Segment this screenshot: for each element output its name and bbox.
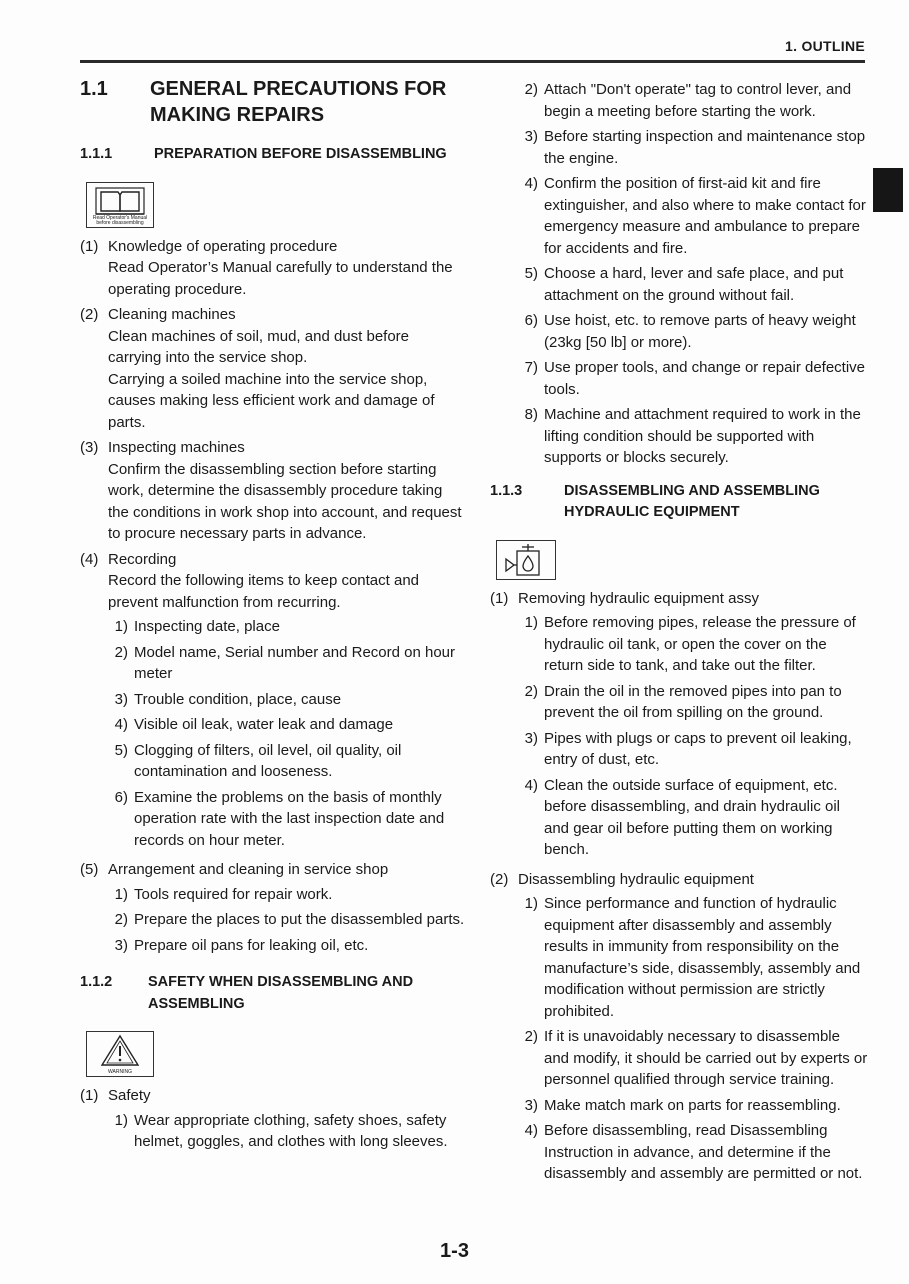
- subsection-title: PREPARATION BEFORE DISASSEMBLING: [154, 146, 447, 162]
- sub-item: [518, 775, 868, 861]
- subsection-number: 1.1.3: [490, 482, 523, 499]
- sub-item: [518, 263, 868, 306]
- subsection-number: 1.1.2: [80, 974, 113, 990]
- sub-text: Drain the oil in the removed pipes into pan to prevent the oil from spilling on the ground.: [544, 682, 842, 721]
- sub-label: 6): [114, 788, 128, 806]
- sub-label: 5): [524, 265, 538, 282]
- item-title: Inspecting machines: [108, 439, 245, 456]
- sub-label: 1): [114, 1111, 128, 1129]
- sub-item: [108, 935, 465, 957]
- list-item: [80, 236, 465, 301]
- read-manual-icon: [86, 182, 154, 228]
- sub-text: Visible oil leak, water leak and damage: [134, 716, 394, 733]
- subsection-number: 1.1.1: [80, 146, 113, 162]
- item-text: Record the following items to keep contact and prevent malfunction from recurring.: [108, 572, 420, 611]
- sub-text: Prepare the places to put the disassembled parts.: [134, 911, 465, 928]
- sub-text: Model name, Serial number and Record on hour meter: [134, 643, 456, 682]
- sub-text: Use proper tools, and change or repair defective tools.: [544, 359, 866, 398]
- sub-item: [108, 714, 465, 736]
- item-label: (3): [80, 439, 99, 456]
- sub-label: 3): [524, 729, 538, 747]
- subsection-title: DISASSEMBLING AND ASSEMBLING HYDRAULIC EQUIPMENT: [564, 482, 820, 520]
- item-text: Clean machines of soil, mud, and dust before carrying into the service shop.: [108, 327, 410, 366]
- sub-item: [108, 909, 465, 931]
- sub-text: Machine and attachment required to work in the lifting condition should be supported with supports or blocks securely.: [544, 406, 861, 466]
- warning-icon: [86, 1031, 154, 1077]
- sub-item: [108, 787, 465, 852]
- sub-text: Clogging of filters, oil level, oil quality, oil contamination and looseness.: [134, 741, 402, 780]
- sub-text: Before starting inspection and maintenance stop the engine.: [544, 128, 866, 167]
- list-item: [80, 437, 465, 545]
- sub-text: Before removing pipes, release the pressure of hydraulic oil tank, or open the cover on the return side to tank, and take out the filter.: [544, 614, 856, 674]
- sub-item: [108, 884, 465, 906]
- item-title: Recording: [108, 550, 177, 568]
- sub-label: 4): [524, 175, 538, 192]
- chapter-thumb-tab: [873, 168, 903, 212]
- sub-text: If it is unavoidably necessary to disassemble and modify, it should be carried out by experts or personnel qualified through service training.: [544, 1028, 868, 1088]
- sub-text: Before disassembling, read Disassembling Instruction in advance, and determine if the disassembly and assembly are permitted or not.: [544, 1122, 863, 1182]
- right-column: [490, 76, 868, 1193]
- item-text: Carrying a soiled machine into the service shop, causes making less efficient work and damage of parts.: [108, 370, 435, 431]
- item-label: (5): [80, 861, 99, 878]
- item-text: Confirm the disassembling section before starting work, determine the disassembly procedure taking the conditions in work shop into account, and request to procure necessary parts in advance.: [108, 460, 462, 542]
- sub-label: 7): [524, 359, 538, 376]
- sub-item: [108, 642, 465, 685]
- sub-label: 4): [524, 776, 538, 794]
- sub-text: Choose a hard, lever and safe place, and put attachment on the ground without fail.: [544, 265, 844, 304]
- subsection-heading-1-1-3: [490, 481, 868, 524]
- item-label: (2): [80, 306, 99, 323]
- sub-item: [108, 740, 465, 783]
- sub-label: 1): [524, 614, 538, 631]
- sub-label: 4): [524, 1122, 538, 1139]
- sub-label: 3): [524, 1096, 538, 1114]
- list-item: [490, 869, 868, 1189]
- sub-item: [518, 728, 868, 771]
- sub-text: Examine the problems on the basis of monthly operation rate with the last inspection date and records on hour meter.: [134, 788, 445, 849]
- sub-text: Clean the outside surface of equipment, etc. before disassembling, and drain hydraulic oil and gear oil before putting them on working bench.: [544, 776, 841, 858]
- subsection-heading-1-1-2: [80, 972, 465, 1015]
- list-item: [80, 859, 465, 960]
- sub-item: [518, 1120, 868, 1185]
- sub-item: [518, 173, 868, 259]
- sub-item: [518, 1026, 868, 1091]
- sub-label: 3): [524, 128, 538, 145]
- sub-item: [518, 893, 868, 1022]
- list-item: [80, 549, 465, 856]
- sub-text: Prepare oil pans for leaking oil, etc.: [134, 936, 369, 954]
- sub-item: [108, 1110, 465, 1153]
- sub-item: [518, 357, 868, 400]
- sub-item: [518, 1095, 868, 1117]
- item-text: Read Operator’s Manual carefully to understand the operating procedure.: [108, 259, 453, 298]
- section-heading-1-1: [80, 76, 465, 128]
- sub-text: Trouble condition, place, cause: [134, 690, 342, 708]
- sub-item: [518, 79, 868, 122]
- item-label: (1): [490, 589, 509, 607]
- sub-text: Pipes with plugs or caps to prevent oil leaking, entry of dust, etc.: [544, 729, 852, 768]
- sub-label: 2): [114, 643, 128, 661]
- sub-text: Tools required for repair work.: [134, 885, 333, 903]
- sub-item: [108, 689, 465, 711]
- list-item: [80, 304, 465, 433]
- sub-text: Attach "Don't operate" tag to control lever, and begin a meeting before starting the work.: [544, 81, 852, 120]
- sub-label: 4): [114, 716, 128, 733]
- item-title: Arrangement and cleaning in service shop: [108, 861, 389, 878]
- sub-label: 2): [524, 1028, 538, 1045]
- header-rule: [80, 60, 865, 63]
- item-title: Cleaning machines: [108, 306, 236, 323]
- icon-caption: Read Operator's Manual before disassembling: [92, 214, 148, 226]
- item-title: Removing hydraulic equipment assy: [518, 589, 759, 607]
- safety-continued: [518, 79, 868, 469]
- sub-label: 2): [114, 911, 128, 928]
- sub-label: 3): [114, 690, 128, 708]
- item-label: (2): [490, 870, 509, 888]
- item-label: (4): [80, 550, 99, 568]
- sub-label: 1): [114, 885, 128, 903]
- sub-label: 2): [524, 81, 538, 98]
- page-number: 1-3: [440, 1240, 469, 1262]
- item-title: Knowledge of operating procedure: [108, 237, 338, 255]
- sub-item: [108, 616, 465, 638]
- icon-caption: WARNING: [108, 1069, 132, 1075]
- sub-label: 6): [524, 312, 538, 329]
- sub-label: 3): [114, 936, 128, 954]
- sub-label: 2): [524, 682, 538, 700]
- running-header: 1. OUTLINE: [784, 38, 865, 54]
- sub-text: Wear appropriate clothing, safety shoes, safety helmet, goggles, and clothes with long sleeves.: [134, 1111, 448, 1150]
- sub-item: [518, 310, 868, 353]
- subsection-heading-1-1-1: [80, 144, 465, 166]
- sub-item: [518, 126, 868, 169]
- section-title: GENERAL PRECAUTIONS FOR MAKING REPAIRS: [150, 78, 447, 126]
- list-item: [80, 1085, 465, 1157]
- item-title: Safety: [108, 1087, 151, 1104]
- sub-item: [518, 404, 868, 469]
- sub-item: [518, 612, 868, 677]
- sub-text: Use hoist, etc. to remove parts of heavy weight (23kg [50 lb] or more).: [544, 312, 856, 351]
- left-column: [80, 76, 465, 1161]
- sub-text: Make match mark on parts for reassembling.: [544, 1096, 841, 1114]
- sub-label: 1): [114, 618, 128, 635]
- hydraulic-equipment-icon: [496, 540, 556, 580]
- item-label: (1): [80, 237, 99, 255]
- sub-item: [518, 681, 868, 724]
- sub-label: 5): [114, 741, 128, 759]
- list-item: [490, 588, 868, 865]
- item-title: Disassembling hydraulic equipment: [518, 870, 754, 888]
- sub-label: 8): [524, 406, 538, 423]
- section-number: 1.1: [80, 78, 108, 100]
- sub-text: Inspecting date, place: [134, 618, 280, 635]
- item-label: (1): [80, 1087, 99, 1104]
- sub-text: Confirm the position of first-aid kit and fire extinguisher, and also where to make contact for emergency measure and ambulance to prepare for accidents and fire.: [544, 175, 866, 257]
- sub-label: 1): [524, 895, 538, 912]
- subsection-title: SAFETY WHEN DISASSEMBLING AND ASSEMBLING: [148, 974, 414, 1012]
- sub-text: Since performance and function of hydraulic equipment after disassembly and assembly results in immunity from responsibility on the manufacture’s side, disassembly, assembly and modification without permission are strictly prohibited.: [544, 895, 861, 1020]
